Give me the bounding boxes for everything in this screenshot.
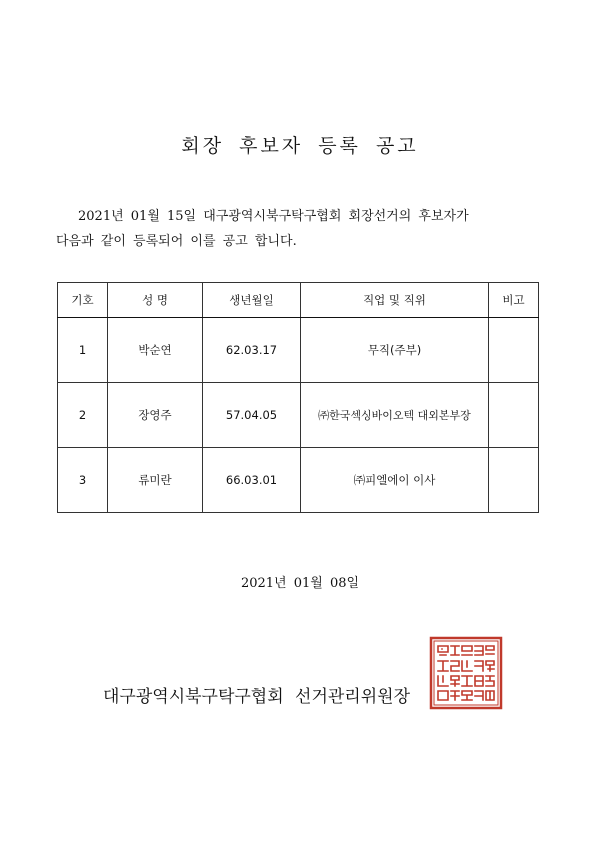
cell-no: 2 [58,383,108,448]
cell-note [489,318,539,383]
table-row [58,383,539,448]
table-row [58,448,539,513]
cell-birth: 57.04.05 [203,383,301,448]
cell-note [489,448,539,513]
official-seal-icon [429,636,503,710]
cell-job: ㈜피엘에이 이사 [301,448,489,513]
page-title: 회장 후보자 등록 공고 [181,135,419,157]
cell-birth: 62.03.17 [203,318,301,383]
cell-name: 류미란 [108,448,203,513]
notice-line-1: 2021년 01월 15일 대구광역시북구탁구협회 회장선거의 후보자가 [78,209,469,224]
cell-job: ㈜한국섹싱바이오텍 대외본부장 [301,383,489,448]
header-birth: 생년월일 [203,283,301,318]
cell-job: 무직(주부) [301,318,489,383]
cell-birth: 66.03.01 [203,448,301,513]
header-job: 직업 및 직위 [301,283,489,318]
cell-no: 1 [58,318,108,383]
notice-line-2: 다음과 같이 등록되어 이를 공고 합니다. [56,234,297,249]
cell-name: 박순연 [108,318,203,383]
notice-paragraph [56,204,556,254]
header-name: 성 명 [108,283,203,318]
issuer-name: 대구광역시북구탁구협회 선거관리위원장 [103,687,410,707]
cell-note [489,383,539,448]
table-row [58,318,539,383]
table-header-row [58,283,539,318]
header-no: 기호 [58,283,108,318]
candidate-table [57,282,539,513]
cell-no: 3 [58,448,108,513]
cell-name: 장영주 [108,383,203,448]
header-note: 비고 [489,283,539,318]
notice-date: 2021년 01월 08일 [240,576,360,591]
